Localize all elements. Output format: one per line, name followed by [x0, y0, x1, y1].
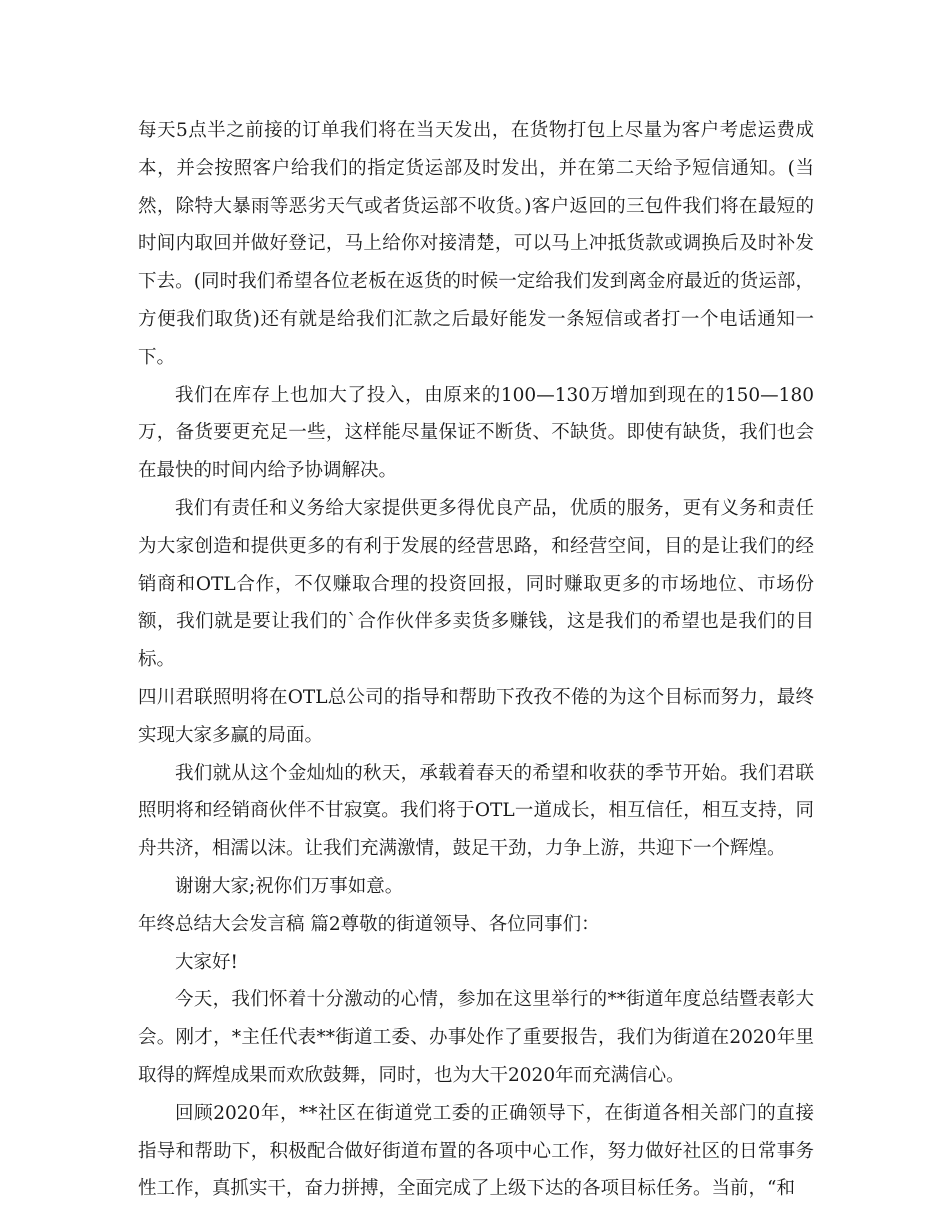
section-heading: 年终总结大会发言稿 篇2尊敬的街道领导、各位同事们：: [138, 913, 600, 935]
paragraph: 四川君联照明将在OTL总公司的指导和帮助下孜孜不倦的为这个目标而努力，最终实现大家多赢的局面。: [138, 686, 814, 746]
paragraph: 我们就从这个金灿灿的秋天，承载着春天的希望和收获的季节开始。我们君联照明将和经销商伙伴不甘寂寞。我们将于OTL一道成长，相互信任，相互支持，同舟共济，相濡以沫。让我们充满激情，鼓足干劲，力争上游，共迎下一个辉煌。: [138, 762, 814, 860]
paragraph: 回顾2020年，**社区在街道党工委的正确领导下，在街道各相关部门的直接指导和帮助下，积极配合做好街道布置的各项中心工作，努力做好社区的日常事务性工作，真抓实干，奋力拼搏，全面完成了上级下达的各项目标任务。当前，“和: [138, 1102, 814, 1200]
paragraph: 我们在库存上也加大了投入，由原来的100—130万增加到现在的150—180万，备货要更充足一些，这样能尽量保证不断货、不缺货。即使有缺货，我们也会在最快的时间内给予协调解决。: [138, 384, 814, 482]
paragraph: 我们有责任和义务给大家提供更多得优良产品，优质的服务，更有义务和责任为大家创造和提供更多的有利于发展的经营思路，和经营空间，目的是让我们的经销商和OTL合作，不仅赚取合理的投资回报，同时赚取更多的市场地位、市场份额，我们就是要让我们的`合作伙伴多卖货多赚钱，这是我们的希望也是我们的目标。: [138, 497, 814, 671]
greeting: 大家好!: [175, 951, 238, 973]
paragraph: 今天，我们怀着十分激动的心情，参加在这里举行的**街道年度总结暨表彰大会。刚才，*主任代表**街道工委、办事处作了重要报告，我们为街道在2020年里取得的辉煌成果而欢欣鼓舞，同时，也为大干2020年而充满信心。: [138, 989, 814, 1086]
paragraph: 谢谢大家;祝你们万事如意。: [175, 875, 404, 897]
paragraph: 每天5点半之前接的订单我们将在当天发出，在货物打包上尽量为客户考虑运费成本，并会按照客户给我们的指定货运部及时发出，并在第二天给予短信通知。(当然，除特大暴雨等恶劣天气或者货运部不收货。)客户返回的三包件我们将在最短的时间内取回并做好登记，马上给你对接清楚，可以马上冲抵货款或调换后及时补发下去。(同时我们希望各位老板在返货的时候一定给我们发到离金府最近的货运部，方便我们取货)还有就是给我们汇款之后最好能发一条短信或者打一个电话通知一下。: [138, 120, 814, 368]
document-body: [138, 112, 814, 1208]
